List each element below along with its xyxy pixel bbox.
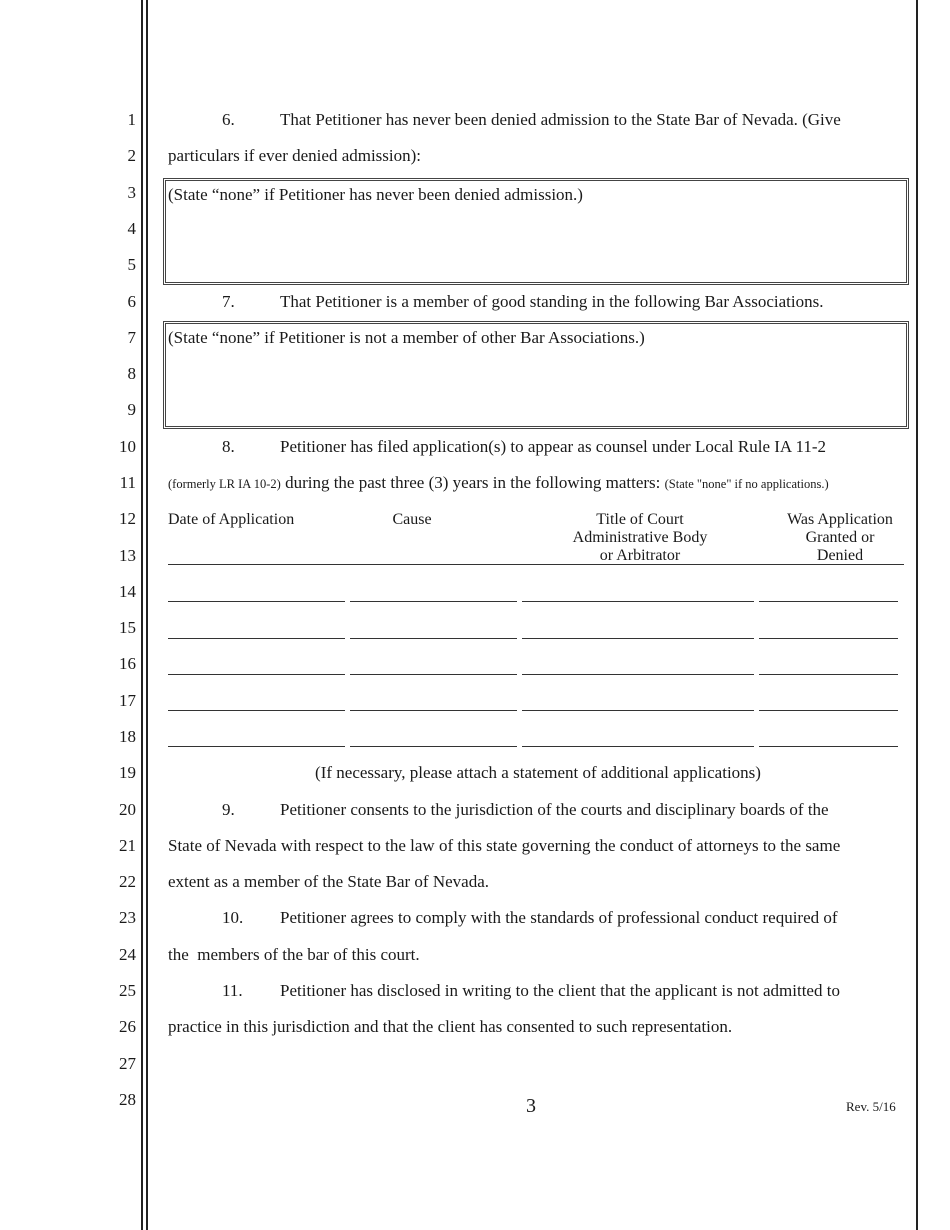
- revision-label: Rev. 5/16: [846, 1099, 896, 1114]
- col-header-court-line2: Administrative Body: [572, 529, 708, 546]
- line-number: 9: [127, 400, 136, 419]
- para6-line1: That Petitioner has never been denied admission to the State Bar of Nevada. (Give: [280, 110, 841, 129]
- status-blank[interactable]: [759, 710, 898, 711]
- bar-associations-textbox[interactable]: [163, 321, 909, 429]
- date-blank[interactable]: [168, 710, 345, 711]
- additional-applications-note: (If necessary, please attach a statement of additional applications): [315, 763, 761, 782]
- none-instruction: (State "none" if no applications.): [664, 477, 829, 491]
- line-number: 11: [119, 473, 136, 492]
- line-number: 1: [127, 110, 136, 129]
- para8-line2-main: during the past three (3) years in the following matters:: [285, 473, 661, 492]
- para6-number: 6.: [222, 110, 235, 129]
- line-number: 12: [119, 509, 136, 528]
- col-header-status-line1: Was Application: [787, 511, 893, 528]
- line-number: 19: [119, 763, 136, 782]
- para10-line1: Petitioner agrees to comply with the standards of professional conduct required of: [280, 908, 838, 927]
- line-number: 4: [127, 219, 136, 238]
- status-blank[interactable]: [759, 746, 898, 747]
- line-number: 26: [119, 1017, 136, 1036]
- para6-line2: particulars if ever denied admission):: [168, 146, 422, 165]
- denied-admission-textbox[interactable]: [163, 178, 909, 285]
- para8-line2: [168, 473, 829, 494]
- cause-blank[interactable]: [350, 601, 517, 602]
- para11-line1: Petitioner has disclosed in writing to the client that the applicant is not admitted to: [280, 981, 840, 1000]
- former-rule-note: (formerly LR IA 10-2): [168, 477, 281, 491]
- para10-number: 10.: [222, 908, 244, 927]
- page-number: 3: [526, 1095, 536, 1117]
- col-header-status-line2: Granted or: [805, 529, 875, 546]
- line-number: 24: [119, 945, 136, 964]
- status-blank[interactable]: [759, 674, 898, 675]
- para7-line1: That Petitioner is a member of good standing in the following Bar Associations.: [280, 292, 824, 311]
- date-blank[interactable]: [168, 601, 345, 602]
- status-blank[interactable]: [759, 601, 898, 602]
- cause-blank[interactable]: [350, 746, 517, 747]
- status-blank[interactable]: [759, 638, 898, 639]
- para9-line2: State of Nevada with respect to the law of this state governing the conduct of attorneys to the same: [168, 836, 841, 855]
- col-header-date: Date of Application: [168, 511, 295, 528]
- line-number: 8: [127, 364, 136, 383]
- line-number: 2: [127, 146, 136, 165]
- para9-line1: Petitioner consents to the jurisdiction of the courts and disciplinary boards of the: [280, 800, 829, 819]
- date-blank[interactable]: [168, 638, 345, 639]
- col-header-court-line1: Title of Court: [596, 511, 684, 528]
- court-blank[interactable]: [522, 674, 754, 675]
- col-header-cause: Cause: [392, 511, 432, 528]
- line-number: 7: [127, 328, 136, 347]
- date-blank[interactable]: [168, 746, 345, 747]
- line-number: 16: [119, 654, 136, 673]
- court-blank[interactable]: [522, 710, 754, 711]
- cause-blank[interactable]: [350, 674, 517, 675]
- date-blank[interactable]: [168, 674, 345, 675]
- line-number: 18: [119, 727, 136, 746]
- cause-blank[interactable]: [350, 710, 517, 711]
- line-number: 17: [119, 691, 136, 710]
- cause-blank[interactable]: [350, 638, 517, 639]
- line-number: 23: [119, 908, 136, 927]
- line-number: 3: [127, 183, 136, 202]
- col-header-court-line3: or Arbitrator: [599, 547, 681, 564]
- left-margin-rule-outer: [141, 0, 143, 1230]
- line-number: 5: [127, 255, 136, 274]
- line-number: 20: [119, 800, 136, 819]
- table-header-rule: [168, 564, 904, 565]
- court-blank[interactable]: [522, 601, 754, 602]
- line-number: 10: [119, 437, 136, 456]
- line-number: 28: [119, 1090, 136, 1109]
- left-margin-rule-inner: [146, 0, 148, 1230]
- para11-number: 11.: [222, 981, 243, 1000]
- line-number: 13: [119, 546, 136, 565]
- para10-line2: the members of the bar of this court.: [168, 945, 420, 964]
- line-number: 21: [119, 836, 136, 855]
- para7-number: 7.: [222, 292, 235, 311]
- line-number: 15: [119, 618, 136, 637]
- line-number: 22: [119, 872, 136, 891]
- col-header-status-line3: Denied: [816, 547, 864, 564]
- court-blank[interactable]: [522, 746, 754, 747]
- para8-line1: Petitioner has filed application(s) to appear as counsel under Local Rule IA 11-2: [280, 437, 827, 456]
- denied-admission-hint: (State “none” if Petitioner has never been denied admission.): [168, 185, 583, 204]
- line-number: 25: [119, 981, 136, 1000]
- bar-associations-hint: (State “none” if Petitioner is not a member of other Bar Associations.): [168, 328, 645, 347]
- right-margin-rule: [916, 0, 918, 1230]
- line-number: 27: [119, 1054, 136, 1073]
- para9-line3: extent as a member of the State Bar of Nevada.: [168, 872, 489, 891]
- court-blank[interactable]: [522, 638, 754, 639]
- para9-number: 9.: [222, 800, 235, 819]
- para11-line2: practice in this jurisdiction and that the client has consented to such representation.: [168, 1017, 733, 1036]
- line-number: 14: [119, 582, 136, 601]
- para8-number: 8.: [222, 437, 235, 456]
- line-number: 6: [127, 292, 136, 311]
